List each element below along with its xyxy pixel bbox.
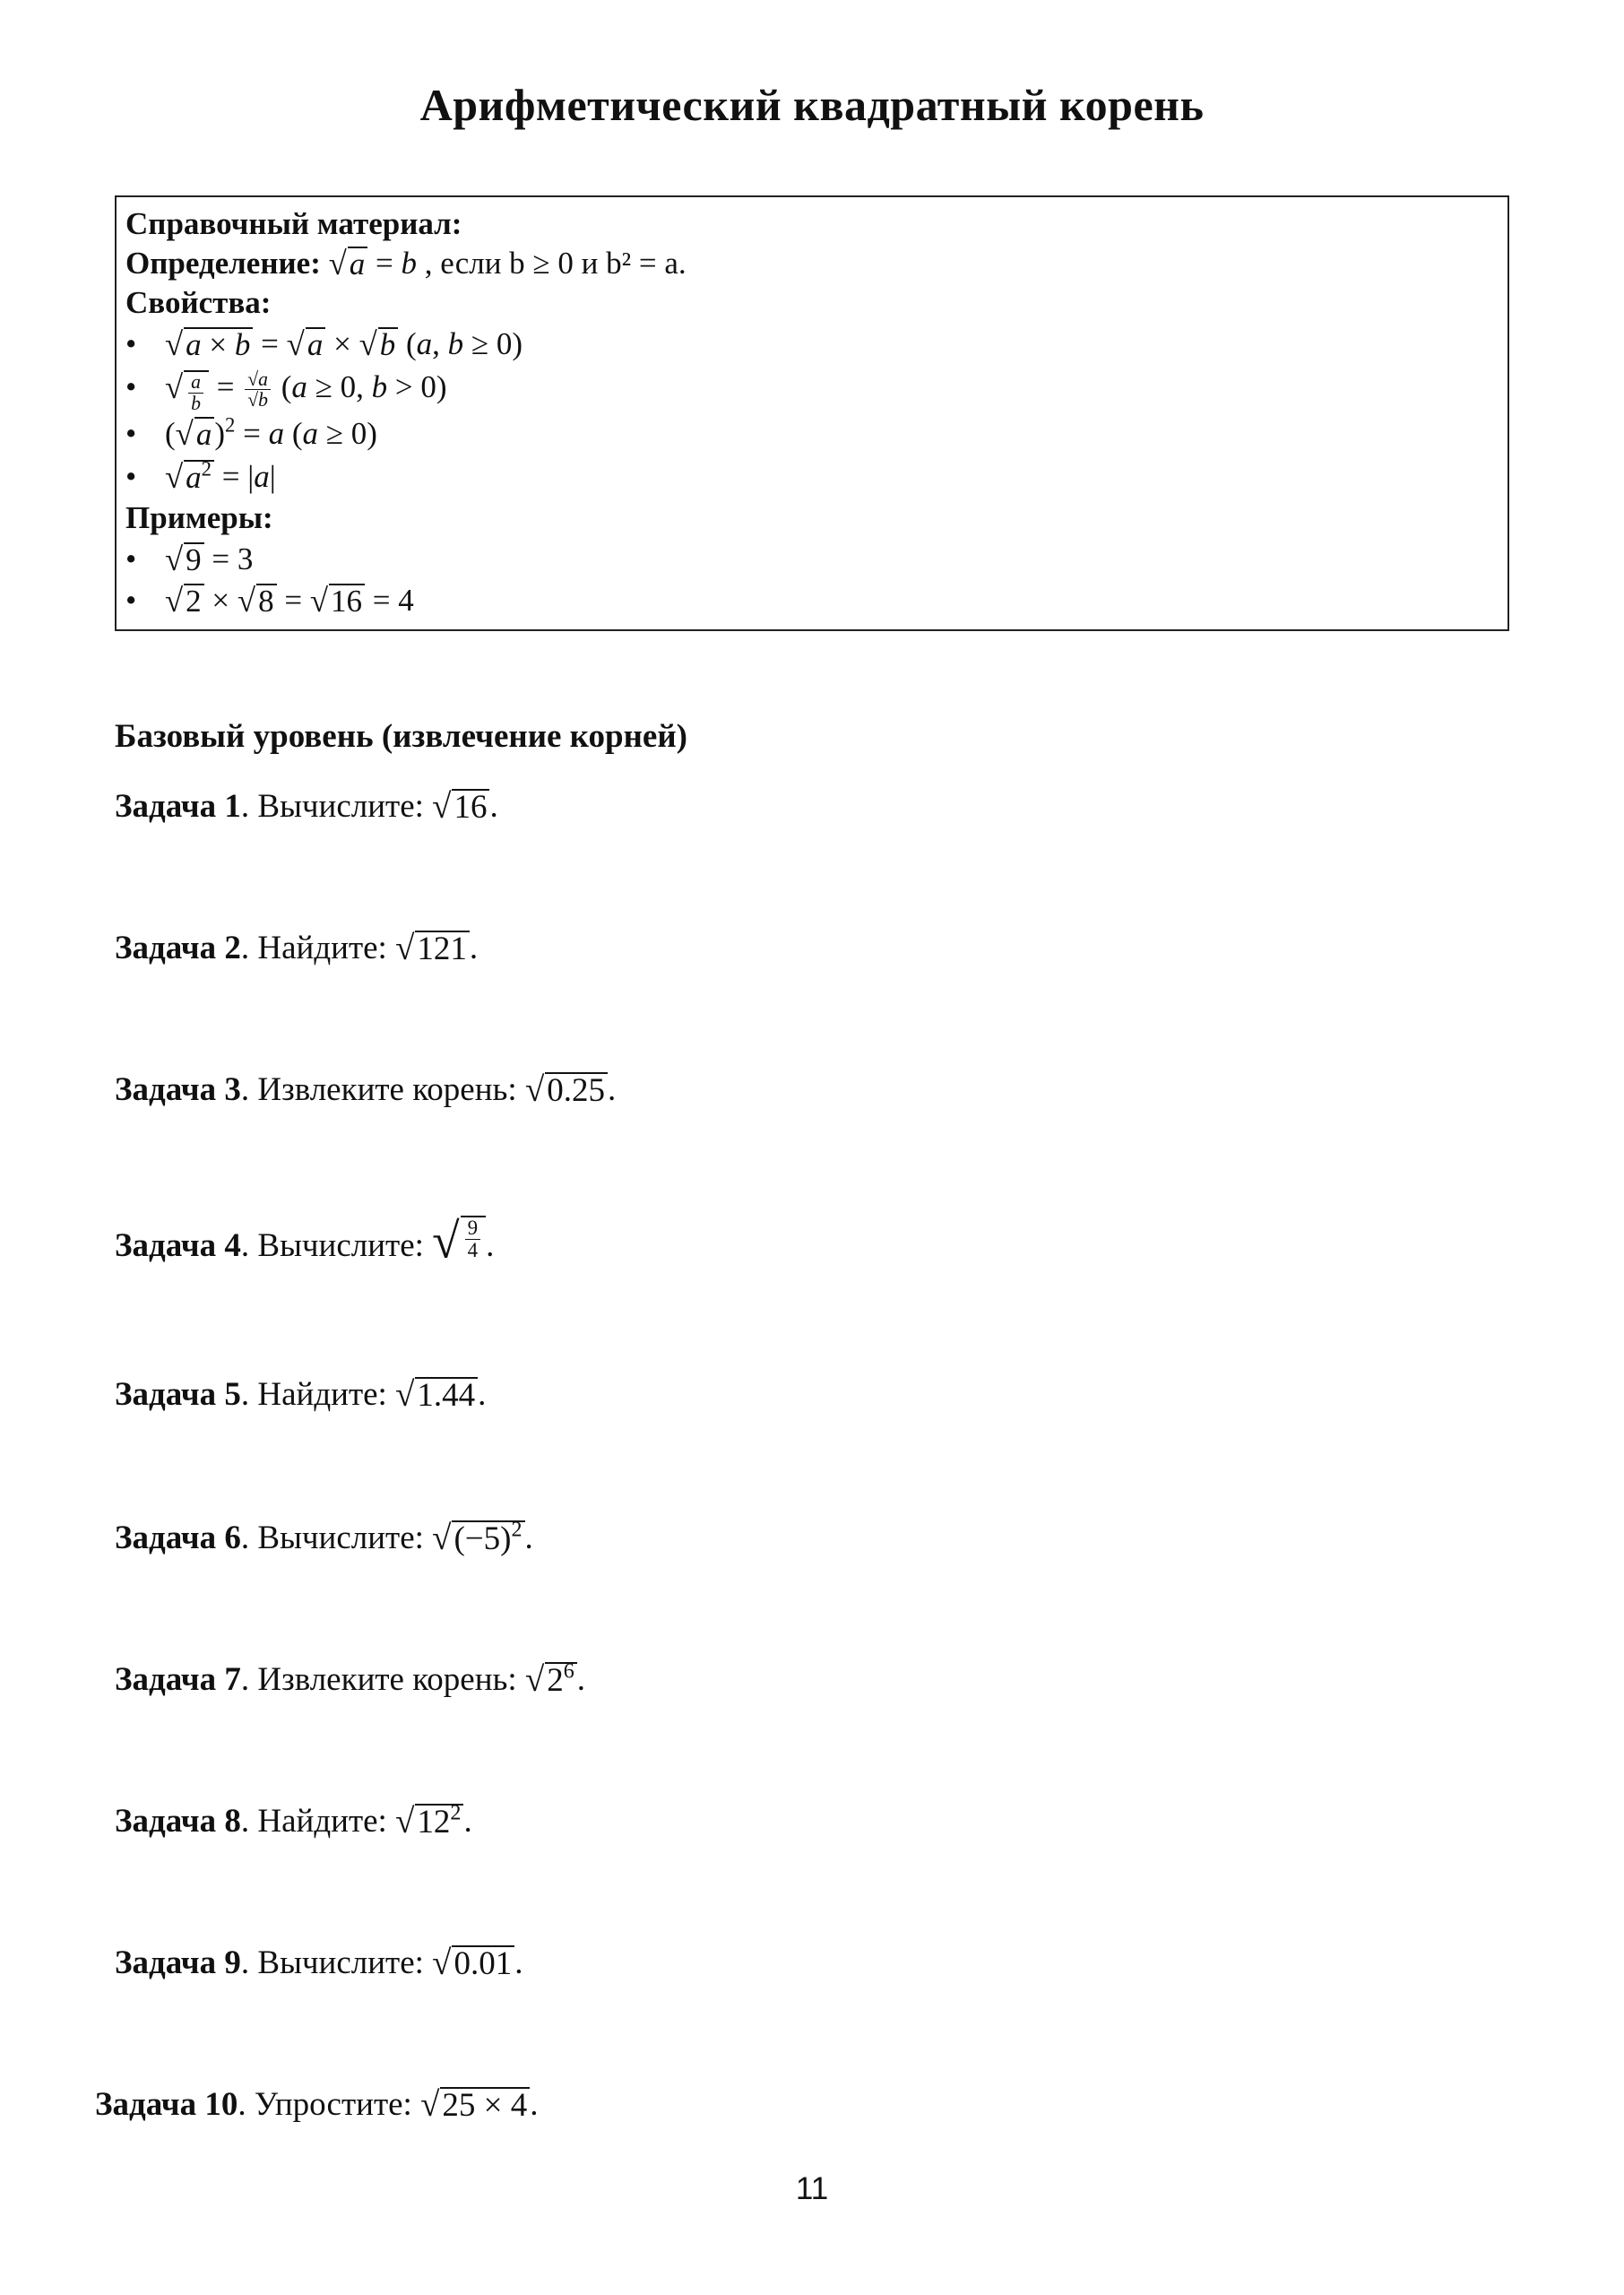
problem-2: Задача 2. Найдите: √ 121 . bbox=[115, 929, 479, 968]
problem-verb: Вычислите: bbox=[257, 1944, 424, 1981]
examples-heading bbox=[125, 498, 273, 538]
problem-label: Задача 10 bbox=[95, 2086, 238, 2123]
page-number: 11 bbox=[795, 2171, 829, 2206]
problem-label: Задача 2 bbox=[115, 930, 241, 966]
problem-label: Задача 5 bbox=[115, 1376, 241, 1413]
problem-label: Задача 7 bbox=[115, 1661, 241, 1698]
example-formula: √ 2 × √ 8 = √ 16 = 4 bbox=[165, 582, 414, 619]
property-formula: √ a × b = √ a × √ b (a, b ≥ 0) bbox=[165, 325, 523, 363]
problem-verb: Извлеките корень: bbox=[257, 1071, 517, 1108]
problem-expression: √ $2^6$ . bbox=[524, 1659, 586, 1700]
problem-expression: √ $\frac{9}{4}$ . bbox=[432, 1214, 495, 1269]
problem-expression: √ 0.25 . bbox=[524, 1070, 617, 1110]
problem-expression: √ 121 . bbox=[395, 929, 479, 968]
problem-label: Задача 6 bbox=[115, 1520, 241, 1556]
example-item bbox=[125, 540, 253, 579]
definition-label: Определение: bbox=[125, 246, 321, 281]
problem-verb: Упростите: bbox=[254, 2086, 412, 2123]
bullet-icon: • bbox=[125, 541, 137, 576]
bullet-icon: • bbox=[125, 369, 137, 404]
problem-expression: √ 1.44 . bbox=[395, 1375, 487, 1415]
reference-box bbox=[115, 195, 1509, 631]
problem-verb: Найдите: bbox=[257, 1803, 387, 1840]
problem-9: Задача 9. Вычислите: √ 0.01 . bbox=[115, 1944, 523, 1983]
problem-verb: Извлеките корень: bbox=[257, 1661, 517, 1698]
property-formula: √ $\frac{a}{b}$ = $\frac{√a}{√b}$ (a ≥ 0, b > 0) bbox=[165, 368, 447, 414]
bullet-icon: • bbox=[125, 583, 137, 618]
problem-verb: Найдите: bbox=[257, 1376, 387, 1413]
problem-4: Задача 4. Вычислите: √ $\frac{9}{4}$ . bbox=[115, 1214, 495, 1269]
property-item bbox=[125, 457, 276, 497]
problem-verb: Вычислите: bbox=[257, 1227, 424, 1264]
problem-1: Задача 1. Вычислите: √ 16 . bbox=[115, 787, 498, 827]
problem-expression: √ $12^2$ . bbox=[395, 1801, 472, 1841]
bullet-icon: • bbox=[125, 416, 137, 451]
definition-line bbox=[125, 244, 687, 283]
definition-formula: √ a = b bbox=[328, 245, 418, 282]
problem-label: Задача 9 bbox=[115, 1944, 241, 1981]
property-item bbox=[125, 325, 523, 364]
properties-heading bbox=[125, 283, 271, 323]
reference-heading bbox=[125, 204, 462, 244]
properties-label: Свойства: bbox=[125, 285, 272, 320]
problem-verb: Вычислите: bbox=[257, 1520, 424, 1556]
problem-expression: √ 16 . bbox=[432, 787, 498, 827]
problem-3: Задача 3. Извлеките корень: √ 0.25 . bbox=[115, 1070, 617, 1110]
problem-6: Задача 6. Вычислите: √ $(-5)^2$ . bbox=[115, 1518, 533, 1558]
bullet-icon: • bbox=[125, 326, 137, 361]
bullet-icon: • bbox=[125, 459, 137, 494]
problem-8: Задача 8. Найдите: √ $12^2$ . bbox=[115, 1801, 472, 1841]
problem-verb: Найдите: bbox=[257, 930, 387, 966]
property-formula: √ $a^2$ = |a| bbox=[165, 457, 276, 496]
problem-10: Задача 10. Упростите: √ 25 × 4 . bbox=[95, 2085, 539, 2125]
example-item bbox=[125, 581, 414, 620]
problem-verb: Вычислите: bbox=[257, 788, 424, 825]
reference-heading-text: Справочный материал: bbox=[125, 206, 462, 241]
problem-label: Задача 8 bbox=[115, 1803, 241, 1840]
example-formula: √ 9 = 3 bbox=[165, 541, 254, 578]
property-item bbox=[125, 414, 377, 454]
section-title: Базовый уровень (извлечение корней) bbox=[115, 718, 687, 755]
page-title: Арифметический квадратный корень bbox=[419, 80, 1205, 130]
problem-expression: √ 25 × 4 . bbox=[420, 2085, 539, 2125]
problem-label: Задача 3 bbox=[115, 1071, 241, 1108]
examples-label: Примеры: bbox=[125, 500, 273, 535]
problem-label: Задача 1 bbox=[115, 788, 241, 825]
problem-5: Задача 5. Найдите: √ 1.44 . bbox=[115, 1375, 487, 1415]
problem-expression: √ 0.01 . bbox=[432, 1944, 523, 1983]
definition-condition: , если b ≥ 0 и b² = a. bbox=[424, 246, 687, 281]
property-formula: ( √ a )$^2$ = a (a ≥ 0) bbox=[165, 413, 377, 453]
problem-label: Задача 4 bbox=[115, 1227, 241, 1264]
problem-7: Задача 7. Извлеките корень: √ $2^6$ . bbox=[115, 1659, 586, 1700]
problem-expression: √ $(-5)^2$ . bbox=[432, 1518, 533, 1558]
property-item bbox=[125, 368, 447, 414]
